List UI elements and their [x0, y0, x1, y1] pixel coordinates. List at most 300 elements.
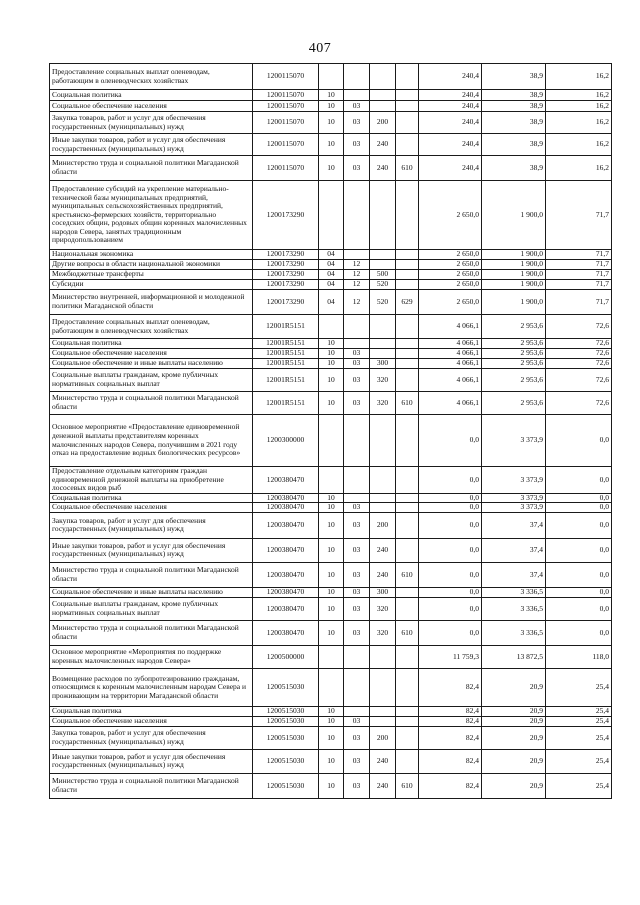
- table-row: [50, 280, 612, 290]
- cell-sec: [319, 181, 344, 250]
- cell-code: 1200380470: [253, 493, 319, 503]
- cell-sub: 03: [344, 620, 370, 645]
- cell-v3: 25,4: [546, 706, 612, 716]
- cell-sub: 03: [344, 726, 370, 749]
- cell-code: 1200173290: [253, 181, 319, 250]
- budget-table-body: [50, 64, 612, 799]
- cell-code: 12001R5151: [253, 315, 319, 339]
- cell-code: 1200380470: [253, 538, 319, 562]
- cell-v1: 2 650,0: [419, 290, 482, 315]
- cell-sec: 10: [319, 90, 344, 101]
- cell-v3: 25,4: [546, 773, 612, 798]
- cell-code: 1200380470: [253, 467, 319, 494]
- cell-v1: 0,0: [419, 562, 482, 587]
- cell-v3: 0,0: [546, 467, 612, 494]
- cell-grbs: [396, 349, 419, 359]
- cell-v2: 38,9: [482, 101, 546, 112]
- cell-v1: 240,4: [419, 134, 482, 156]
- cell-vr: 240: [370, 134, 396, 156]
- cell-code: 1200500000: [253, 645, 319, 668]
- cell-sub: [344, 339, 370, 349]
- cell-grbs: [396, 587, 419, 597]
- cell-v2: 38,9: [482, 112, 546, 134]
- cell-sub: 03: [344, 349, 370, 359]
- cell-sec: [319, 315, 344, 339]
- cell-v1: 11 759,3: [419, 645, 482, 668]
- table-row: [50, 339, 612, 349]
- cell-code: 1200380470: [253, 512, 319, 538]
- cell-code: 1200115070: [253, 134, 319, 156]
- page-number: 407: [308, 41, 332, 56]
- cell-vr: 320: [370, 597, 396, 620]
- cell-v3: 16,2: [546, 112, 612, 134]
- cell-grbs: 610: [396, 773, 419, 798]
- cell-v2: 20,9: [482, 773, 546, 798]
- cell-v3: 0,0: [546, 587, 612, 597]
- cell-grbs: [396, 315, 419, 339]
- cell-v2: 20,9: [482, 716, 546, 726]
- cell-name: Министерство внутренней, информационной и молодежной политики Магаданской области: [50, 290, 253, 315]
- cell-vr: [370, 181, 396, 250]
- cell-grbs: [396, 706, 419, 716]
- table-row: [50, 369, 612, 392]
- cell-v3: 16,2: [546, 90, 612, 101]
- cell-sub: [344, 90, 370, 101]
- cell-grbs: [396, 749, 419, 773]
- cell-code: 1200380470: [253, 587, 319, 597]
- cell-v3: 16,2: [546, 64, 612, 90]
- cell-v2: 2 953,6: [482, 349, 546, 359]
- cell-vr: 240: [370, 156, 396, 181]
- table-row: [50, 315, 612, 339]
- cell-grbs: 610: [396, 156, 419, 181]
- cell-code: 1200115070: [253, 112, 319, 134]
- cell-v1: 0,0: [419, 503, 482, 513]
- cell-name: Социальное обеспечение населения: [50, 503, 253, 513]
- cell-vr: [370, 101, 396, 112]
- cell-name: Субсидии: [50, 280, 253, 290]
- cell-v3: 71,7: [546, 290, 612, 315]
- cell-name: Социальное обеспечение населения: [50, 349, 253, 359]
- cell-sub: 03: [344, 597, 370, 620]
- cell-sub: 03: [344, 587, 370, 597]
- cell-sec: 10: [319, 359, 344, 369]
- cell-v1: 4 066,1: [419, 369, 482, 392]
- cell-sub: 03: [344, 134, 370, 156]
- cell-code: 1200515030: [253, 773, 319, 798]
- cell-vr: [370, 64, 396, 90]
- cell-v3: 25,4: [546, 668, 612, 706]
- cell-v1: 2 650,0: [419, 181, 482, 250]
- cell-name: Социальные выплаты гражданам, кроме публичных нормативных социальных выплат: [50, 369, 253, 392]
- cell-v1: 4 066,1: [419, 315, 482, 339]
- cell-v2: 20,9: [482, 749, 546, 773]
- cell-v1: 82,4: [419, 706, 482, 716]
- cell-v3: 25,4: [546, 716, 612, 726]
- cell-v1: 0,0: [419, 467, 482, 494]
- cell-code: 1200115070: [253, 101, 319, 112]
- table-row: [50, 597, 612, 620]
- cell-name: Закупка товаров, работ и услуг для обеспечения государственных (муниципальных) нужд: [50, 512, 253, 538]
- cell-name: Иные закупки товаров, работ и услуг для обеспечения государственных (муниципальных) нужд: [50, 749, 253, 773]
- cell-v3: 0,0: [546, 620, 612, 645]
- cell-grbs: [396, 90, 419, 101]
- cell-sec: 10: [319, 597, 344, 620]
- cell-code: 1200380470: [253, 562, 319, 587]
- cell-sub: [344, 706, 370, 716]
- cell-sub: 12: [344, 280, 370, 290]
- cell-v2: 2 953,6: [482, 339, 546, 349]
- cell-grbs: [396, 64, 419, 90]
- cell-name: Социальные выплаты гражданам, кроме публичных нормативных социальных выплат: [50, 597, 253, 620]
- cell-name: Возмещение расходов по зубопротезированию гражданам, относящимся к коренным малочисленным народам Севера и проживающим на территории Магаданской области: [50, 668, 253, 706]
- cell-name: Министерство труда и социальной политики Магаданской области: [50, 562, 253, 587]
- cell-v1: 0,0: [419, 493, 482, 503]
- table-row: [50, 90, 612, 101]
- cell-v2: 37,4: [482, 538, 546, 562]
- cell-code: 1200515030: [253, 706, 319, 716]
- table-row: [50, 562, 612, 587]
- table-row: [50, 290, 612, 315]
- cell-vr: [370, 339, 396, 349]
- cell-sub: 12: [344, 290, 370, 315]
- cell-sec: 10: [319, 101, 344, 112]
- table-row: [50, 493, 612, 503]
- cell-sec: 10: [319, 620, 344, 645]
- cell-code: 1200115070: [253, 90, 319, 101]
- cell-grbs: [396, 339, 419, 349]
- cell-v3: 71,7: [546, 270, 612, 280]
- cell-v3: 71,7: [546, 280, 612, 290]
- cell-name: Иные закупки товаров, работ и услуг для обеспечения государственных (муниципальных) нужд: [50, 538, 253, 562]
- cell-sec: 10: [319, 749, 344, 773]
- cell-v2: 3 336,5: [482, 597, 546, 620]
- cell-name: Социальная политика: [50, 493, 253, 503]
- cell-v3: 0,0: [546, 493, 612, 503]
- cell-grbs: [396, 645, 419, 668]
- cell-v1: 82,4: [419, 749, 482, 773]
- cell-v2: 2 953,6: [482, 315, 546, 339]
- cell-v2: 1 900,0: [482, 280, 546, 290]
- cell-vr: [370, 503, 396, 513]
- cell-grbs: [396, 467, 419, 494]
- cell-v1: 240,4: [419, 90, 482, 101]
- cell-vr: 200: [370, 726, 396, 749]
- table-row: [50, 156, 612, 181]
- table-row: [50, 749, 612, 773]
- cell-grbs: [396, 101, 419, 112]
- cell-v2: 38,9: [482, 134, 546, 156]
- cell-sec: 10: [319, 392, 344, 415]
- table-row: [50, 467, 612, 494]
- cell-grbs: [396, 112, 419, 134]
- cell-vr: [370, 250, 396, 260]
- cell-sec: 10: [319, 503, 344, 513]
- cell-code: 12001R5151: [253, 392, 319, 415]
- cell-name: Национальная экономика: [50, 250, 253, 260]
- cell-v1: 82,4: [419, 726, 482, 749]
- cell-grbs: [396, 181, 419, 250]
- table-row: [50, 181, 612, 250]
- table-row: [50, 668, 612, 706]
- cell-sub: [344, 64, 370, 90]
- cell-code: 1200300000: [253, 415, 319, 467]
- cell-name: Предоставление социальных выплат оленеводам, работающим в оленеводческих хозяйствах: [50, 64, 253, 90]
- table-row: [50, 250, 612, 260]
- table-row: [50, 503, 612, 513]
- cell-v3: 72,6: [546, 339, 612, 349]
- cell-sub: 03: [344, 101, 370, 112]
- cell-v1: 0,0: [419, 587, 482, 597]
- cell-sub: 12: [344, 270, 370, 280]
- cell-v3: 118,0: [546, 645, 612, 668]
- cell-v1: 4 066,1: [419, 392, 482, 415]
- cell-v1: 240,4: [419, 112, 482, 134]
- cell-sec: 10: [319, 512, 344, 538]
- cell-sub: 03: [344, 562, 370, 587]
- cell-code: 1200173290: [253, 280, 319, 290]
- cell-grbs: 610: [396, 392, 419, 415]
- cell-sec: 04: [319, 260, 344, 270]
- cell-grbs: [396, 250, 419, 260]
- cell-name: Основное мероприятие «Предоставление единовременной денежной выплаты представителям коренных малочисленных народов Севера, получившим в 2021 году отказ на предоставление водных биологических ресурсов»: [50, 415, 253, 467]
- cell-sub: [344, 250, 370, 260]
- cell-grbs: [396, 280, 419, 290]
- cell-sub: 03: [344, 392, 370, 415]
- cell-code: 1200515030: [253, 668, 319, 706]
- cell-sub: 03: [344, 538, 370, 562]
- cell-sub: [344, 467, 370, 494]
- cell-v2: 1 900,0: [482, 270, 546, 280]
- cell-v1: 2 650,0: [419, 260, 482, 270]
- cell-v2: 1 900,0: [482, 250, 546, 260]
- cell-v1: 0,0: [419, 415, 482, 467]
- table-row: [50, 392, 612, 415]
- cell-name: Предоставление социальных выплат оленеводам, работающим в оленеводческих хозяйствах: [50, 315, 253, 339]
- cell-sec: 10: [319, 562, 344, 587]
- cell-sub: 03: [344, 369, 370, 392]
- cell-v3: 72,6: [546, 392, 612, 415]
- cell-grbs: [396, 726, 419, 749]
- cell-grbs: [396, 493, 419, 503]
- table-row: [50, 773, 612, 798]
- cell-v1: 82,4: [419, 773, 482, 798]
- cell-vr: [370, 349, 396, 359]
- cell-name: Министерство труда и социальной политики Магаданской области: [50, 392, 253, 415]
- cell-sec: 10: [319, 493, 344, 503]
- cell-vr: [370, 467, 396, 494]
- cell-vr: [370, 415, 396, 467]
- cell-grbs: [396, 538, 419, 562]
- cell-v3: 25,4: [546, 726, 612, 749]
- cell-vr: 300: [370, 587, 396, 597]
- cell-sub: 03: [344, 512, 370, 538]
- cell-name: Социальное обеспечение и иные выплаты населению: [50, 587, 253, 597]
- cell-v2: 37,4: [482, 512, 546, 538]
- cell-v2: 2 953,6: [482, 369, 546, 392]
- cell-sec: 04: [319, 290, 344, 315]
- cell-v1: 82,4: [419, 668, 482, 706]
- cell-sub: 03: [344, 749, 370, 773]
- cell-grbs: [396, 260, 419, 270]
- table-row: [50, 359, 612, 369]
- cell-sub: 03: [344, 716, 370, 726]
- cell-v2: 38,9: [482, 156, 546, 181]
- cell-v3: 71,7: [546, 181, 612, 250]
- cell-code: 12001R5151: [253, 369, 319, 392]
- cell-sec: 10: [319, 726, 344, 749]
- cell-v2: 37,4: [482, 562, 546, 587]
- cell-v1: 0,0: [419, 620, 482, 645]
- cell-v3: 71,7: [546, 250, 612, 260]
- cell-code: 1200380470: [253, 503, 319, 513]
- cell-sec: 10: [319, 587, 344, 597]
- cell-sec: 04: [319, 280, 344, 290]
- cell-v3: 0,0: [546, 562, 612, 587]
- cell-sub: [344, 415, 370, 467]
- cell-v2: 20,9: [482, 706, 546, 716]
- cell-v2: 2 953,6: [482, 359, 546, 369]
- cell-code: 1200515030: [253, 749, 319, 773]
- cell-sec: [319, 668, 344, 706]
- cell-grbs: [396, 716, 419, 726]
- cell-v2: 2 953,6: [482, 392, 546, 415]
- cell-sub: 03: [344, 503, 370, 513]
- cell-vr: 240: [370, 773, 396, 798]
- cell-vr: 200: [370, 112, 396, 134]
- cell-vr: 520: [370, 290, 396, 315]
- cell-v1: 0,0: [419, 512, 482, 538]
- cell-sec: 10: [319, 538, 344, 562]
- cell-v2: 3 336,5: [482, 587, 546, 597]
- cell-sec: [319, 645, 344, 668]
- cell-vr: 240: [370, 538, 396, 562]
- cell-vr: 320: [370, 392, 396, 415]
- cell-grbs: [396, 415, 419, 467]
- cell-v2: 1 900,0: [482, 290, 546, 315]
- cell-code: 1200515030: [253, 726, 319, 749]
- cell-name: Предоставление субсидий на укрепление материально-технической базы муниципальных предприятий, муниципальных сельскохозяйственных предприятий, крестьянско-фермерских хозяйств, территориально соседских общин, родовых общин коренных малочисленных народов Севера, занятых традиционным природопользованием: [50, 181, 253, 250]
- cell-v3: 25,4: [546, 749, 612, 773]
- cell-code: 1200380470: [253, 620, 319, 645]
- cell-sec: 10: [319, 773, 344, 798]
- cell-name: Министерство труда и социальной политики Магаданской области: [50, 620, 253, 645]
- cell-v1: 4 066,1: [419, 359, 482, 369]
- cell-vr: [370, 260, 396, 270]
- cell-v3: 0,0: [546, 597, 612, 620]
- table-row: [50, 726, 612, 749]
- cell-grbs: [396, 503, 419, 513]
- cell-grbs: [396, 512, 419, 538]
- cell-name: Министерство труда и социальной политики Магаданской области: [50, 773, 253, 798]
- table-row: [50, 587, 612, 597]
- table-row: [50, 620, 612, 645]
- table-row: [50, 64, 612, 90]
- cell-vr: 500: [370, 270, 396, 280]
- cell-code: 1200173290: [253, 260, 319, 270]
- cell-name: Социальное обеспечение и иные выплаты населению: [50, 359, 253, 369]
- cell-grbs: [396, 668, 419, 706]
- cell-v3: 16,2: [546, 156, 612, 181]
- cell-v3: 72,6: [546, 349, 612, 359]
- cell-v3: 0,0: [546, 538, 612, 562]
- cell-v2: 3 336,5: [482, 620, 546, 645]
- cell-code: 1200380470: [253, 597, 319, 620]
- cell-code: 12001R5151: [253, 349, 319, 359]
- cell-grbs: 610: [396, 620, 419, 645]
- cell-vr: 200: [370, 512, 396, 538]
- cell-sec: 10: [319, 349, 344, 359]
- cell-v3: 72,6: [546, 359, 612, 369]
- cell-name: Социальное обеспечение населения: [50, 716, 253, 726]
- cell-code: 1200115070: [253, 156, 319, 181]
- cell-v2: 13 872,5: [482, 645, 546, 668]
- cell-name: Другие вопросы в области национальной экономики: [50, 260, 253, 270]
- table-row: [50, 112, 612, 134]
- cell-grbs: [396, 597, 419, 620]
- table-row: [50, 716, 612, 726]
- cell-grbs: [396, 369, 419, 392]
- cell-v1: 82,4: [419, 716, 482, 726]
- cell-sec: 10: [319, 369, 344, 392]
- cell-vr: [370, 90, 396, 101]
- cell-vr: [370, 668, 396, 706]
- cell-v2: 3 373,9: [482, 503, 546, 513]
- cell-vr: 520: [370, 280, 396, 290]
- cell-v2: 38,9: [482, 90, 546, 101]
- cell-grbs: [396, 134, 419, 156]
- cell-name: Основное мероприятие «Мероприятия по поддержке коренных малочисленных народов Севера»: [50, 645, 253, 668]
- cell-v1: 240,4: [419, 64, 482, 90]
- table-row: [50, 270, 612, 280]
- cell-sec: 10: [319, 134, 344, 156]
- table-row: [50, 415, 612, 467]
- cell-v2: 20,9: [482, 726, 546, 749]
- cell-sec: [319, 64, 344, 90]
- cell-sec: 04: [319, 270, 344, 280]
- cell-v1: 240,4: [419, 156, 482, 181]
- cell-code: 1200173290: [253, 270, 319, 280]
- cell-name: Социальная политика: [50, 339, 253, 349]
- cell-v1: 4 066,1: [419, 349, 482, 359]
- cell-vr: [370, 493, 396, 503]
- cell-grbs: [396, 270, 419, 280]
- cell-vr: 240: [370, 749, 396, 773]
- cell-sec: 10: [319, 156, 344, 181]
- cell-code: 12001R5151: [253, 339, 319, 349]
- cell-v2: 20,9: [482, 668, 546, 706]
- table-row: [50, 349, 612, 359]
- cell-sub: 03: [344, 156, 370, 181]
- cell-name: Социальное обеспечение населения: [50, 101, 253, 112]
- table-row: [50, 706, 612, 716]
- cell-v1: 2 650,0: [419, 270, 482, 280]
- cell-name: Межбюджетные трансферты: [50, 270, 253, 280]
- cell-v3: 71,7: [546, 260, 612, 270]
- cell-v3: 16,2: [546, 101, 612, 112]
- cell-vr: [370, 315, 396, 339]
- cell-sub: [344, 315, 370, 339]
- cell-v2: 3 373,9: [482, 415, 546, 467]
- budget-table: [49, 63, 612, 799]
- table-row: [50, 101, 612, 112]
- table-row: [50, 260, 612, 270]
- cell-v2: 1 900,0: [482, 260, 546, 270]
- cell-name: Закупка товаров, работ и услуг для обеспечения государственных (муниципальных) нужд: [50, 112, 253, 134]
- cell-grbs: [396, 359, 419, 369]
- cell-code: 1200515030: [253, 716, 319, 726]
- cell-v3: 16,2: [546, 134, 612, 156]
